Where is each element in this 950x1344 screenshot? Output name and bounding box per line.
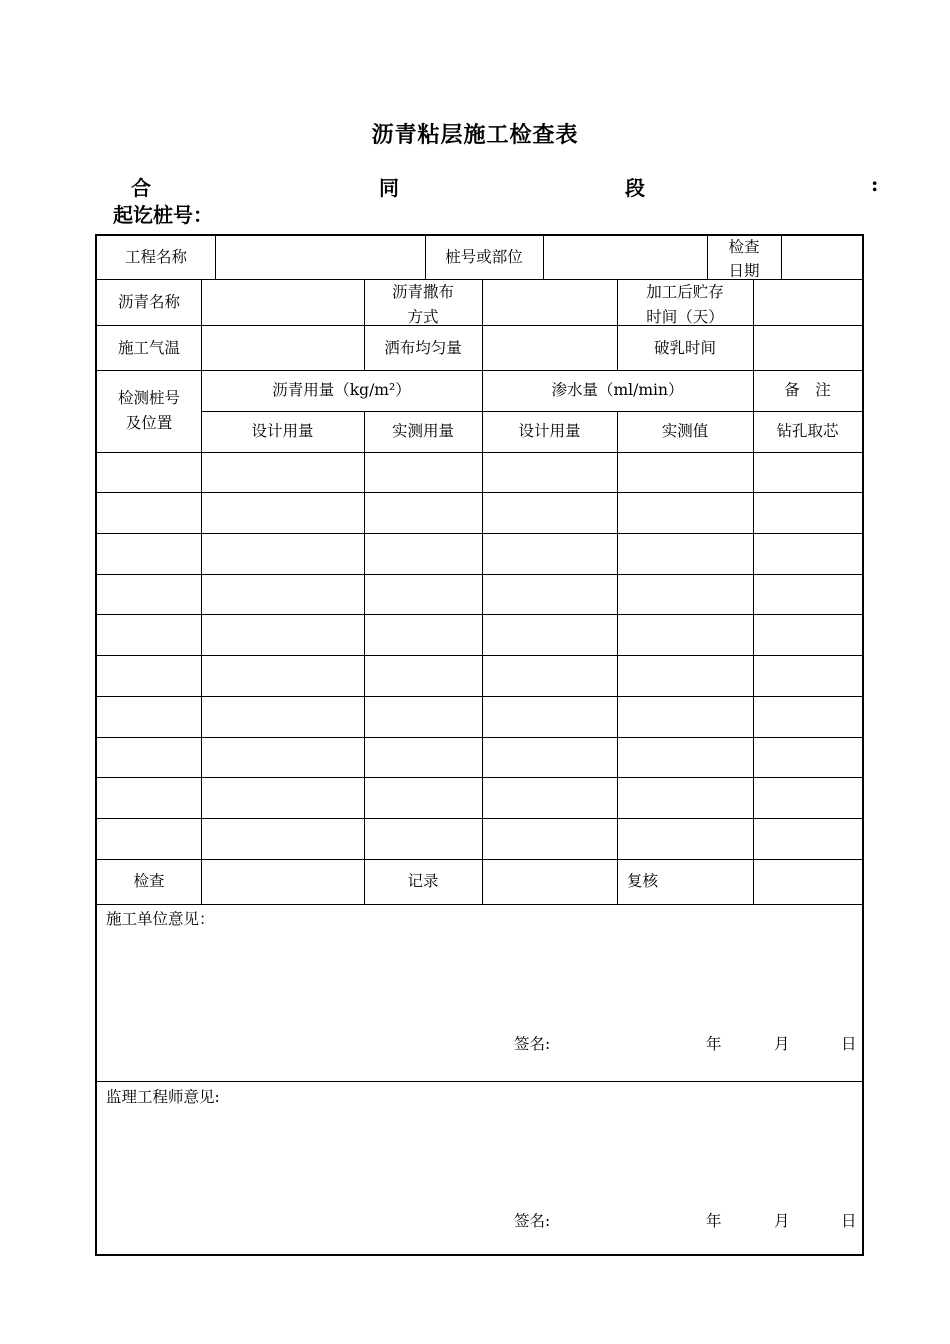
temperature-label: 施工气温 bbox=[117, 339, 180, 357]
row-divider bbox=[97, 859, 862, 860]
supervisor-opinion-label: 监理工程师意见: bbox=[106, 1088, 220, 1106]
spray-method-label-1: 沥青撒布 bbox=[391, 283, 454, 301]
review-label: 复核 bbox=[627, 872, 659, 890]
col-divider bbox=[617, 411, 618, 904]
col-divider bbox=[543, 236, 544, 279]
sign-label: 签名: bbox=[514, 1212, 551, 1230]
check-date-clip bbox=[707, 258, 781, 277]
asphalt-amount-header: 沥青用量（kg/m²） bbox=[272, 381, 411, 399]
check-date-label-2: 日期 bbox=[728, 262, 760, 277]
row-divider bbox=[97, 452, 862, 453]
inspection-table bbox=[95, 234, 864, 1256]
check-label: 检查 bbox=[133, 872, 165, 890]
row-divider bbox=[97, 533, 862, 534]
col-divider bbox=[753, 279, 754, 904]
pile-position-label-1: 检测桩号 bbox=[117, 389, 180, 407]
check-date-label-1: 检查 bbox=[728, 238, 760, 256]
contract-char-duan: 段 bbox=[625, 176, 645, 200]
col-divider bbox=[364, 411, 365, 904]
row-divider bbox=[97, 655, 862, 656]
month-label: 月 bbox=[774, 1035, 790, 1053]
pile-range-label: 起讫桩号： bbox=[113, 203, 213, 227]
pile-or-part-label: 桩号或部位 bbox=[445, 248, 523, 266]
design-amount-header-2: 设计用量 bbox=[518, 422, 581, 440]
uniformity-label: 洒布均匀量 bbox=[384, 339, 462, 357]
row-divider bbox=[97, 737, 862, 738]
row-divider bbox=[201, 411, 862, 412]
row-divider bbox=[97, 818, 862, 819]
col-divider bbox=[215, 236, 216, 279]
page-title: 沥青粘层施工检查表 bbox=[371, 122, 579, 148]
project-name-label: 工程名称 bbox=[124, 248, 187, 266]
col-divider bbox=[482, 279, 483, 904]
spray-method-label-2: 方式 bbox=[407, 308, 439, 326]
seepage-header: 渗水量（ml/min） bbox=[551, 381, 684, 399]
row-divider bbox=[97, 574, 862, 575]
contract-char-he: 合 bbox=[131, 176, 151, 200]
row-divider bbox=[97, 904, 862, 905]
row-divider bbox=[97, 370, 862, 371]
construction-opinion-label: 施工单位意见： bbox=[106, 910, 215, 928]
row-divider bbox=[97, 1081, 862, 1082]
storage-time-label-1: 加工后贮存 bbox=[646, 283, 724, 301]
contract-colon: : bbox=[871, 172, 879, 196]
design-amount-header: 设计用量 bbox=[251, 422, 314, 440]
measured-value-header: 实测值 bbox=[661, 422, 709, 440]
row-divider bbox=[97, 777, 862, 778]
demulsify-time-label: 破乳时间 bbox=[653, 339, 716, 357]
year-label: 年 bbox=[706, 1035, 722, 1053]
storage-time-label-2: 时间（天） bbox=[646, 308, 724, 326]
month-label: 月 bbox=[774, 1212, 790, 1230]
asphalt-name-label: 沥青名称 bbox=[117, 293, 180, 311]
row-divider bbox=[97, 696, 862, 697]
pile-position-label-2: 及位置 bbox=[125, 414, 173, 432]
col-divider bbox=[201, 279, 202, 904]
record-label: 记录 bbox=[407, 872, 439, 890]
day-label: 日 bbox=[841, 1212, 857, 1230]
year-label: 年 bbox=[706, 1212, 722, 1230]
col-divider bbox=[781, 236, 782, 279]
core-sample-header: 钻孔取芯 bbox=[776, 422, 839, 440]
contract-char-tong: 同 bbox=[379, 176, 399, 200]
sign-label: 签名: bbox=[514, 1035, 551, 1053]
row-divider bbox=[97, 492, 862, 493]
remark-header: 备 注 bbox=[784, 381, 831, 399]
measured-amount-header: 实测用量 bbox=[391, 422, 454, 440]
row-divider bbox=[97, 614, 862, 615]
day-label: 日 bbox=[841, 1035, 857, 1053]
